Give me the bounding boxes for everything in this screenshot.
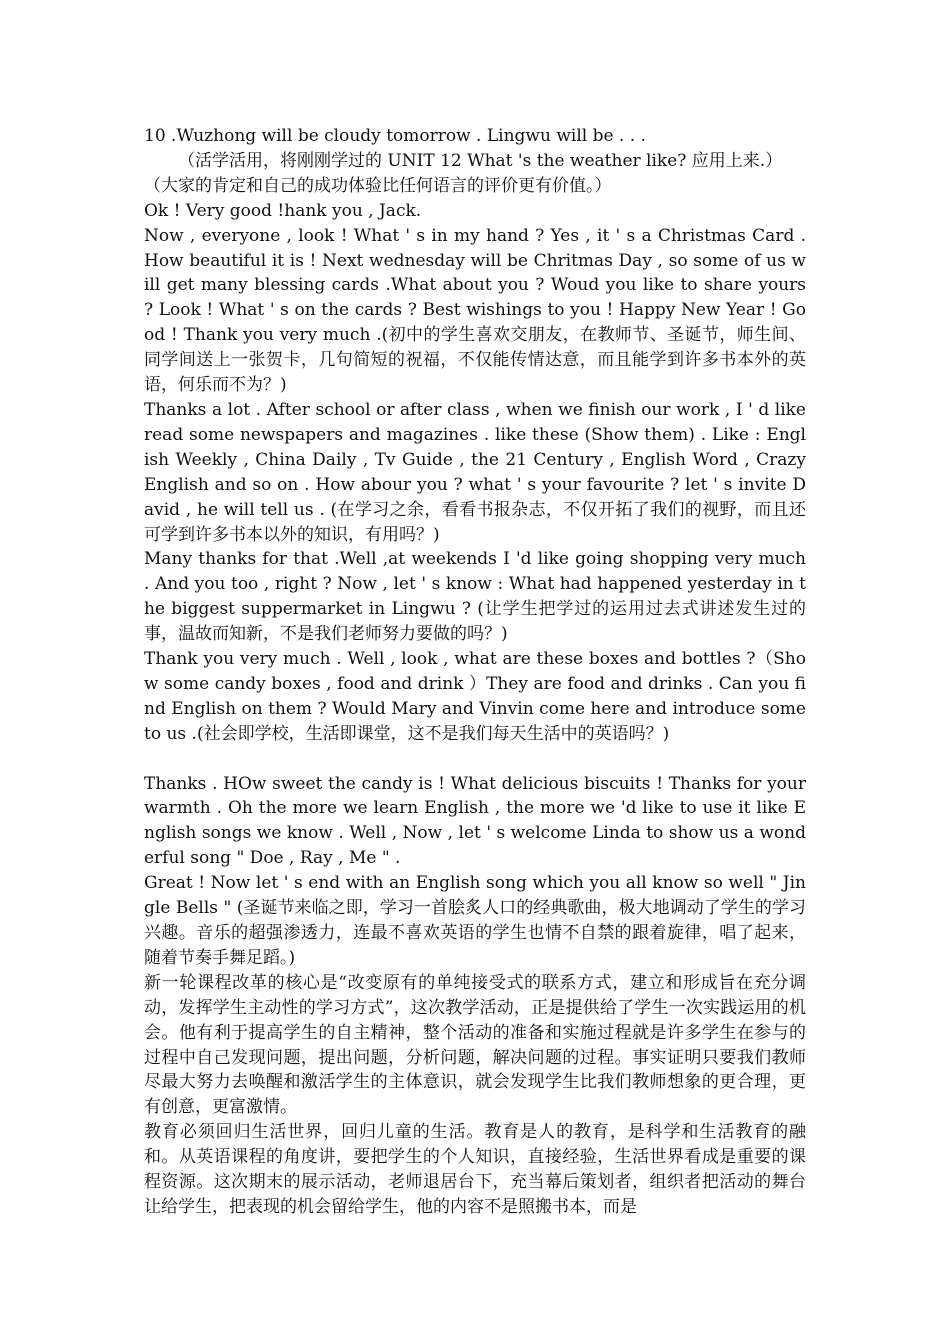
paragraph-praise-note: （大家的肯定和自己的成功体验比任何语言的评价更有价值。） xyxy=(144,175,612,196)
paragraph-thanks-jack: Ok ! Very good !hank you , Jack. xyxy=(144,200,422,221)
blank-line xyxy=(144,747,806,772)
paragraph-education-life: 教育必须回归生活世界，回归儿童的生活。教育是人的教育，是科学和生活教育的融和。从英语课程的角度讲，要把学生的个人知识，直接经验，生活世界看成是重要的课程资源。这次期末的展示活动，老师退居台下，充当幕后策划者，组织者把活动的舞台让给学生，把表现的机会留给学生，他的内容不是照搬书本，而是 xyxy=(144,1122,806,1217)
paragraph-newspapers: Thanks a lot . After school or after class , when we finish our work , I ' d like read some newspapers and magazines . like these (Show them) . Like : English Weekly , China Daily , Tv Guide , the 21 Century , English Word , Crazy English and so on . How abour you ? what ' s your favourite ? let ' s invite David , he will tell us . (在学习之余，看看书报杂志，不仅开拓了我们的视野，而且还可学到许多书本以外的知识，有用吗？) xyxy=(144,399,806,545)
paragraph-boxes-bottles: Thank you very much . Well , look , what are these boxes and bottles ?（Show some candy boxes , food and drink ）They are food and drinks . Can you find English on them ? Would Mary and Vinvin come here and introduce some to us .(社会即学校，生活即课堂，这不是我们每天生活中的英语吗？) xyxy=(144,649,806,744)
paragraph-curriculum-reform: 新一轮课程改革的核心是“改变原有的单纯接受式的联系方式，建立和形成旨在充分调动，发挥学生主动性的学习方式”，这次教学活动，正是提供给了学生一次实践运用的机会。他有利于提高学生的自主精神，整个活动的准备和实施过程就是许多学生在参与的过程中自己发现问题，提出问题，分析问题，解决问题的过程。事实证明只要我们教师尽最大努力去唤醒和激活学生的主体意识，就会发现学生比我们教师想象的更合理，更有创意，更富激情。 xyxy=(144,972,806,1118)
paragraph-candy-song: Thanks . HOw sweet the candy is ! What delicious biscuits ! Thanks for your warmth . Oh the more we learn English , the more we 'd like to use it like English songs we know . Well , Now , let ' s welcome Linda to show us a wonderful song " Doe , Ray , Me " . xyxy=(144,773,806,869)
paragraph-christmas-card: Now , everyone , look ! What ' s in my hand ? Yes , it ' s a Christmas Card . How beautiful it is ! Next wednesday will be Chritmas Day , so some of us will get many blessing cards .What about you ? Woud you like to share yours ? Look ! What ' s on the cards ? Best wishings to you ! Happy New Year ! Good ! Thank you very much .(初中的学生喜欢交朋友，在教师节、圣诞节，师生间、同学间送上一张贺卡，几句简短的祝福，不仅能传情达意，而且能学到许多书本外的英语，何乐而不为？) xyxy=(144,225,806,396)
paragraph-weather-example: 10 .Wuzhong will be cloudy tomorrow . Lingwu will be . . . xyxy=(144,126,646,146)
paragraph-shopping: Many thanks for that .Well ,at weekends I 'd like going shopping very much . And you too , right ? Now , let ' s know : What had happened yesterday in the biggest suppermarket in Lingwu ? (让学生把学过的运用过去式讲述发生过的事，温故而知新，不是我们老师努力要做的吗？) xyxy=(144,549,806,645)
paragraph-jingle-bells: Great ! Now let ' s end with an English song which you all know so well " Jingle Bells " (圣诞节来临之即，学习一首脍炙人口的经典歌曲，极大地调动了学生的学习兴趣。音乐的超强渗透力，连最不喜欢英语的学生也情不自禁的跟着旋律，唱了起来，随着节奏手舞足蹈。) xyxy=(144,873,806,968)
paragraph-unit12-note: （活学活用，将刚刚学过的 UNIT 12 What 's the weather like? 应用上来.） xyxy=(178,150,783,171)
document-page xyxy=(144,124,806,1220)
